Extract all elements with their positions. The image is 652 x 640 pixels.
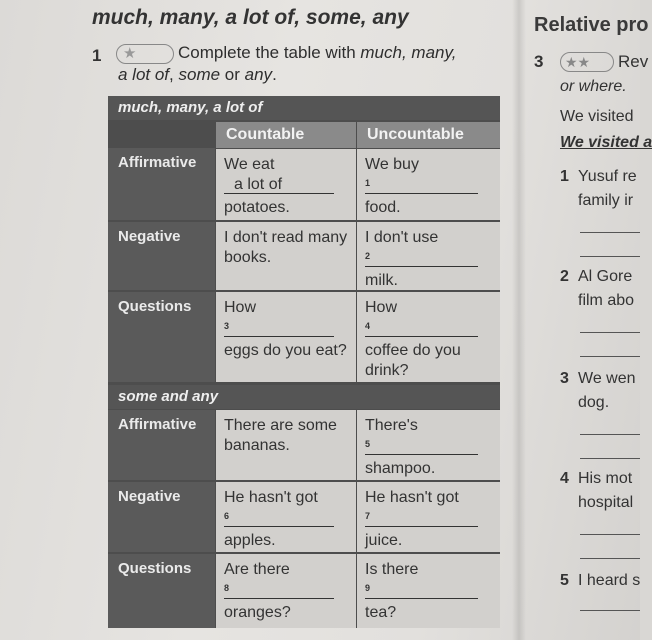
answer-blank[interactable]: [580, 232, 640, 233]
answer-blank[interactable]: [224, 318, 334, 337]
answer-blank[interactable]: [580, 458, 640, 459]
item-number: 4: [560, 470, 569, 487]
item-text: Yusuf re: [578, 168, 637, 185]
cell-text: food.: [365, 199, 401, 216]
blank-number: 6: [224, 511, 230, 521]
right-page: [526, 0, 652, 640]
cell-text: shampoo.: [365, 460, 436, 477]
item-text: We wen: [578, 370, 636, 387]
instruction-term: any: [244, 65, 273, 84]
row-label: Questions: [108, 292, 215, 382]
row-label: Affirmative: [108, 148, 215, 220]
cell-text: How: [224, 299, 257, 316]
answer-blank[interactable]: [365, 580, 478, 599]
item-number: 1: [560, 168, 569, 185]
table-cell-countable: [216, 482, 356, 552]
item-text: Al Gore: [578, 268, 633, 285]
answer-blank[interactable]: [580, 610, 640, 611]
blank-number: 5: [365, 439, 371, 449]
header-uncountable: Uncountable: [357, 122, 500, 148]
example-sentence: We visited: [560, 108, 634, 125]
instruction-text: ,: [169, 65, 179, 84]
instruction-text: or: [220, 65, 245, 84]
page-gutter: [512, 0, 526, 640]
cell-text: milk.: [365, 272, 398, 289]
cell-text: potatoes.: [224, 199, 290, 216]
answer-blank[interactable]: [365, 508, 478, 527]
item-text: dog.: [578, 394, 610, 411]
table-cell-countable: [216, 149, 356, 220]
exercise-instruction: [178, 42, 508, 64]
answer-blank[interactable]: [365, 175, 478, 194]
cell-text: We buy: [365, 156, 419, 173]
difficulty-star-badge: ★★: [560, 52, 614, 72]
cell-text: I don't use: [365, 229, 439, 246]
table-cell-uncountable: [357, 410, 500, 480]
example-answer: We visited a: [560, 134, 652, 151]
cell-text: Are there: [224, 561, 290, 578]
blank-number: 7: [365, 511, 371, 521]
instruction-text: .: [272, 65, 277, 84]
table-cell-uncountable: [357, 292, 500, 382]
answer-blank[interactable]: [580, 332, 640, 333]
exercise-number: 3: [534, 52, 544, 71]
answer-blank[interactable]: [580, 534, 640, 535]
answer-blank: [224, 175, 334, 194]
answer-blank[interactable]: [580, 356, 640, 357]
blank-number: 4: [365, 321, 371, 331]
blank-number: 9: [365, 583, 371, 593]
cell-text: How: [365, 299, 398, 316]
item-text: hospital: [578, 494, 634, 511]
section-heading: much, many, a lot of, some, any: [92, 6, 409, 29]
answer-blank[interactable]: [365, 248, 478, 267]
answer-blank[interactable]: [580, 434, 640, 435]
instruction-term: a lot of: [118, 65, 170, 84]
row-label: Questions: [108, 554, 215, 628]
row-label: Negative: [108, 222, 215, 290]
instruction-text: Complete the table with: [178, 43, 361, 62]
answer-blank[interactable]: [365, 318, 478, 337]
item-text: His mot: [578, 470, 633, 487]
table-cell-uncountable: [357, 149, 500, 220]
header-countable: Countable: [216, 122, 356, 148]
cell-text: There's: [365, 417, 418, 434]
blank-number: 3: [224, 321, 230, 331]
cell-text: apples.: [224, 532, 276, 549]
instruction-term: some: [178, 65, 221, 84]
cell-text: There are some bananas.: [224, 417, 337, 454]
table-cell-countable: [216, 292, 356, 382]
exercise-instruction-line2: [118, 64, 277, 86]
cell-text: Is there: [365, 561, 419, 578]
exercise-instruction: Rev: [618, 52, 649, 71]
blank-number: 2: [365, 251, 371, 261]
blank-number: 8: [224, 583, 230, 593]
table-band-much-many: much, many, a lot of: [108, 96, 500, 120]
example-answer: a lot of: [234, 176, 283, 193]
cell-text: eggs do you eat?: [224, 342, 347, 359]
answer-blank[interactable]: [580, 558, 640, 559]
item-number: 5: [560, 572, 569, 589]
difficulty-star-badge: ★: [116, 44, 174, 64]
cell-text: juice.: [365, 532, 403, 549]
item-number: 2: [560, 268, 569, 285]
row-label: Negative: [108, 482, 215, 552]
answer-blank[interactable]: [224, 580, 334, 599]
cell-text: He hasn't got: [224, 489, 318, 506]
cell-text: coffee do you drink?: [365, 342, 461, 379]
table-cell-uncountable: [357, 482, 500, 552]
cell-text: He hasn't got: [365, 489, 459, 506]
answer-blank[interactable]: [224, 508, 334, 527]
grammar-table: [108, 96, 500, 628]
item-text: family ir: [578, 192, 634, 209]
item-text: I heard s: [578, 572, 641, 589]
answer-blank[interactable]: [365, 436, 478, 455]
cell-text: I don't read many books.: [224, 229, 348, 266]
table-cell-uncountable: [357, 554, 500, 628]
table-cell-countable: [216, 222, 356, 290]
row-label: Affirmative: [108, 410, 215, 480]
exercise-instruction-line2: or where.: [560, 78, 627, 95]
table-band-some-any: some and any: [108, 385, 500, 409]
item-text: film abo: [578, 292, 635, 309]
exercise-number: 1: [92, 46, 102, 65]
table-cell-countable: [216, 410, 356, 480]
cell-text: tea?: [365, 604, 397, 621]
table-cell-uncountable: [357, 222, 500, 290]
table-cell-countable: [216, 554, 356, 628]
item-number: 3: [560, 370, 569, 387]
cell-text: oranges?: [224, 604, 291, 621]
instruction-term: much, many,: [360, 43, 457, 62]
section-heading: Relative pro: [534, 14, 649, 36]
answer-blank[interactable]: [580, 256, 640, 257]
blank-number: 1: [365, 178, 371, 188]
cell-text: We eat: [224, 156, 275, 173]
